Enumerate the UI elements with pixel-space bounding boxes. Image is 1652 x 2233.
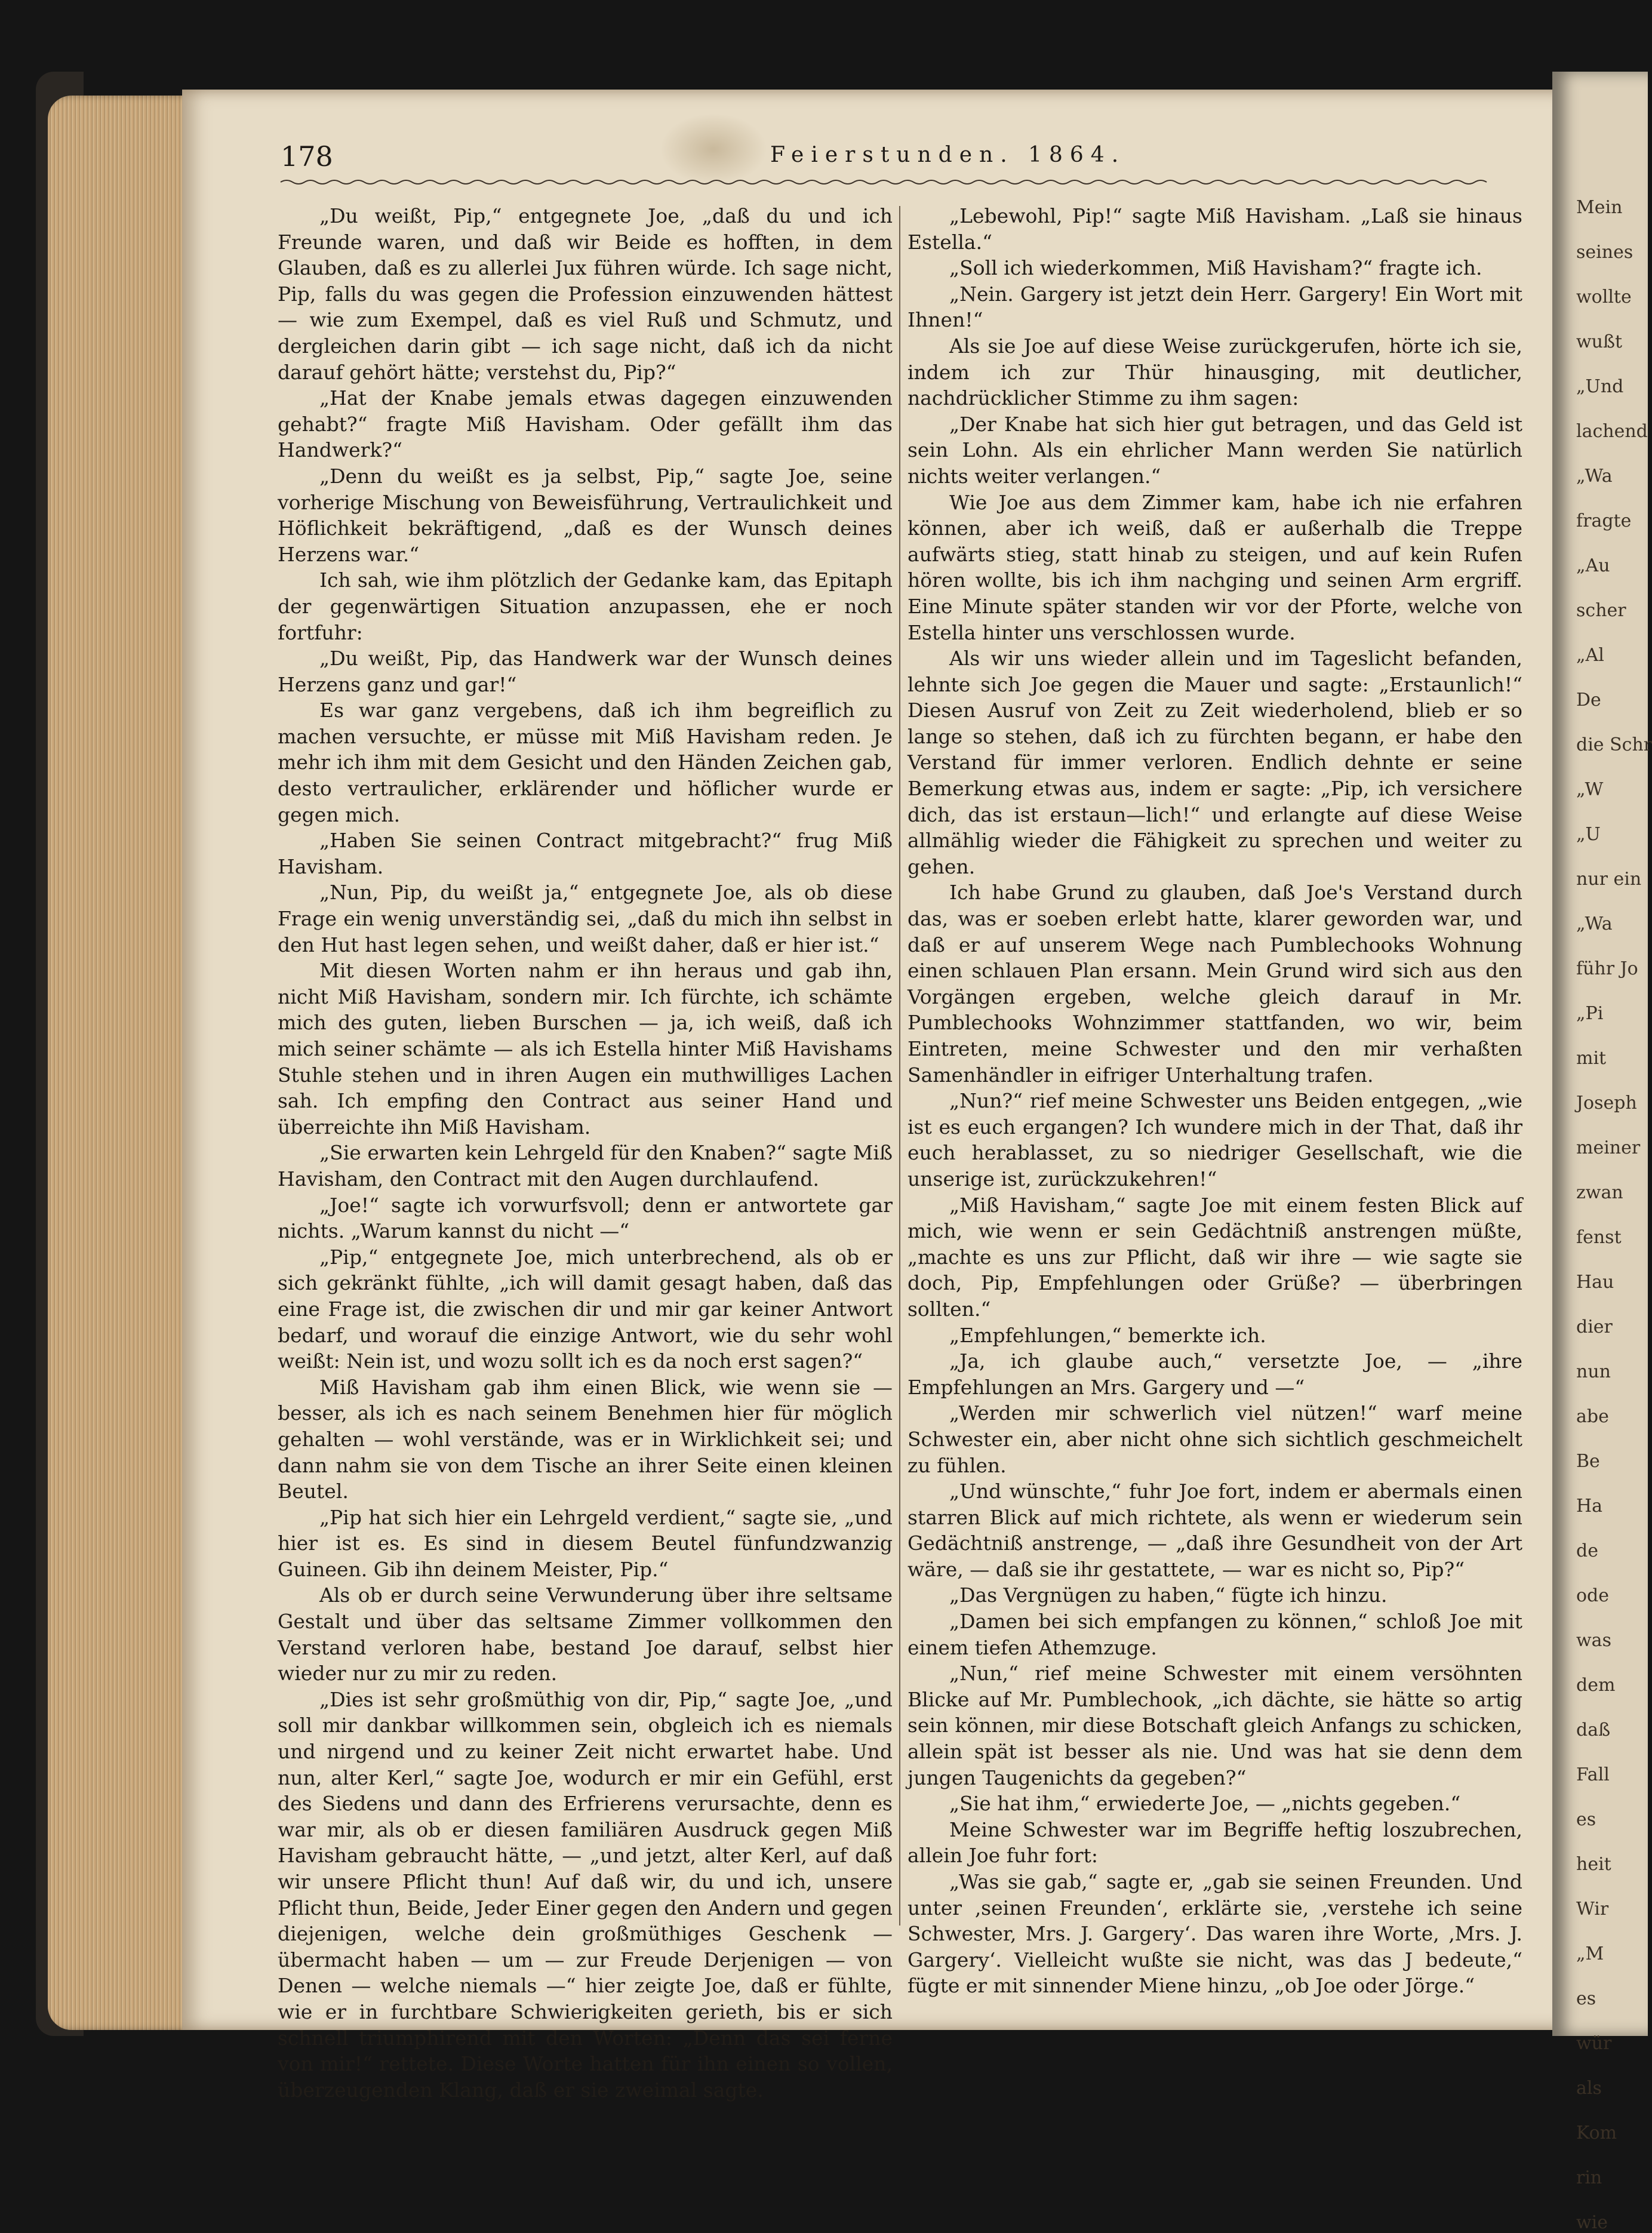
next-page-fragment: führ Jo <box>1576 958 1638 979</box>
paragraph: Ich sah, wie ihm plötzlich der Gedanke kam, das Epitaph der gegenwärtigen Situation anzupassen, ehe er noch fortfuhr: <box>278 568 893 644</box>
next-page-fragment: De <box>1576 690 1601 710</box>
paragraph: „Und wünschte,“ fuhr Joe fort, indem er abermals einen starren Blick auf mich richtete, als wenn er wiederum sein Gedächtniß anstrenge, — „daß ihre Gesundheit von der Art wäre, — daß sie ihr gestattete, — war es nicht so, Pip?“ <box>907 1480 1522 1581</box>
paragraph: Als ob er durch seine Verwunderung über ihre seltsame Gestalt und über das seltsame Zimmer vollkommen den Verstand verloren habe, bestand Joe darauf, selbst hier wieder nur zu mir zu reden. <box>278 1583 893 1685</box>
next-page-fragment: Fall <box>1576 1764 1610 1785</box>
next-page-fragment: Be <box>1576 1451 1600 1472</box>
next-page-fragment: heit <box>1576 1854 1611 1875</box>
paragraph: „Werden mir schwerlich viel nützen!“ warf meine Schwester ein, aber nicht ohne sich sichtlich geschmeichelt zu fühlen. <box>907 1401 1522 1477</box>
next-page-fragment: „Au <box>1576 555 1610 576</box>
next-page-fragment: lachend <box>1576 421 1648 442</box>
paragraph: „Haben Sie seinen Contract mitgebracht?“ frug Miß Havisham. <box>278 829 893 878</box>
next-page-fragment: fragte <box>1576 510 1632 531</box>
paragraph: „Nein. Gargery ist jetzt dein Herr. Gargery! Ein Wort mit Ihnen!“ <box>907 282 1522 332</box>
paragraph: „Dies ist sehr großmüthig von dir, Pip,“ sagte Joe, „und soll mir dankbar willkommen sein, obgleich ich es niemals und nirgend und zu keiner Zeit nicht erwartet habe. Und nun, alter Kerl,“ sagte Joe, wodurch er mir ein Gefühl, erst des Siedens und dann des Erfrierens verursachte, denn es war mir, als ob er diesen familiären Ausdruck gegen Miß Havisham gebraucht hätte, — „und jetzt, alter Kerl, auf daß wir unsere Pflicht thun! Auf daß wir, du und ich, unsere Pflicht thun, Beide, Jeder Einer gegen den Andern und gegen diejenigen, welche dein großmüthiges Geschenk — übermacht haben — um — zur Freude Derjenigen — von Denen — welche niemals —“ hier zeigte Joe, daß er fühlte, wie er in furchtbare Schwierigkeiten gerieth, bis er sich schnell triumphirend mit den Worten: „Denn das sei ferne von mir!“ rettete. Diese Worte hatten für ihn einen so vollen, überzeugenden Klang, daß er sie zweimal sagte. <box>278 1687 893 2102</box>
next-page-fragment: meiner <box>1576 1137 1641 1158</box>
paragraph: „Empfehlungen,“ bemerkte ich. <box>949 1323 1266 1347</box>
paragraph: „Miß Havisham,“ sagte Joe mit einem festen Blick auf mich, wie wenn er sein Gedächtniß anstrengen müßte, „machte es uns zur Pflicht, daß wir ihre — wie sagte sie doch, Pip, Empfehlungen oder Grüße? — überbringen sollten.“ <box>907 1193 1522 1321</box>
next-page-fragment: wollte <box>1576 287 1632 307</box>
next-page-fragment: es <box>1576 1988 1596 2009</box>
paragraph: „Hat der Knabe jemals etwas dagegen einzuwenden gehabt?“ fragte Miß Havisham. Oder gefällt ihm das Handwerk?“ <box>278 386 893 462</box>
next-page-fragment: „W <box>1576 779 1604 800</box>
paragraph: Als wir uns wieder allein und im Tageslicht befanden, lehnte sich Joe gegen die Mauer und sagte: „Erstaunlich!“ Diesen Ausruf von Zeit zu Zeit wiederholend, blieb er so lange so stehen, daß ich zu fürchten begann, er habe den Verstand für immer verloren. Endlich dehnte er seine Bemerkung etwas aus, indem er sagte: „Pip, ich versichere dich, das ist erstaun—lich!“ und erlangte auf diese Weise allmählig wieder die Fähigkeit zu sprechen und weiter zu gehen. <box>907 647 1522 878</box>
right-column <box>907 203 1522 1999</box>
next-page-fragment: mit <box>1576 1048 1607 1069</box>
next-page-fragment: fenst <box>1576 1227 1622 1248</box>
next-page-fragment: Joseph <box>1576 1093 1637 1114</box>
paragraph: Meine Schwester war im Begriffe heftig loszubrechen, allein Joe fuhr fort: <box>907 1817 1522 1868</box>
next-page-fragment: „Wa <box>1576 466 1613 487</box>
next-page-fragment: dem <box>1576 1675 1616 1696</box>
paragraph: „Soll ich wiederkommen, Miß Havisham?“ fragte ich. <box>949 256 1482 280</box>
next-page-fragment: dier <box>1576 1317 1613 1337</box>
next-page-fragment: Ha <box>1576 1496 1603 1517</box>
next-page-fragment: es <box>1576 1809 1596 1830</box>
header-rule <box>281 178 1493 186</box>
paragraph: „Das Vergnügen zu haben,“ fügte ich hinzu. <box>949 1583 1388 1607</box>
paragraph: Ich habe Grund zu glauben, daß Joe's Verstand durch das, was er soeben erlebt hatte, klarer geworden war, und daß er auf unserem Wege nach Pumblechooks Wohnung einen schlauen Plan ersann. Mein Grund wird sich aus den Vorgängen ergeben, welche gleich darauf in Mr. Pumblechooks Wohnzimmer stattfanden, wo wir, beim Eintreten, meine Schwester und den mir verhaßten Samenhändler in eifriger Unterhaltung trafen. <box>907 881 1522 1087</box>
paragraph: „Was sie gab,“ sagte er, „gab sie seinen Freunden. Und unter ‚seinen Freunden‘, erklärte sie, ‚verstehe ich seine Schwester, Mrs. J. Gargery‘. Das waren ihre Worte, ‚Mrs. J. Gargery‘. Vielleicht wußte sie nicht, was das J bedeute,“ fügte er mit sinnender Miene hinzu, „ob Joe oder Jörge.“ <box>907 1870 1522 1998</box>
next-page-fragment: daß <box>1576 1720 1611 1740</box>
paragraph: „Du weißt, Pip, das Handwerk war der Wunsch deines Herzens ganz und gar!“ <box>278 647 893 696</box>
paragraph: „Nun,“ rief meine Schwester mit einem versöhnten Blicke auf Mr. Pumblechook, „ich dächte, sie hätte so artig sein können, mir diese Botschaft gleich Anfangs zu schicken, allein spät ist besser als nie. Und was hat sie denn dem jungen Taugenichts da gegeben?“ <box>907 1662 1522 1789</box>
next-page-edge <box>1552 72 1652 2233</box>
next-page-fragment: Mein <box>1576 197 1623 218</box>
paragraph: „Sie erwarten kein Lehrgeld für den Knaben?“ sagte Miß Havisham, den Contract mit den Augen durchlaufend. <box>278 1141 893 1191</box>
next-page-fragment: ode <box>1576 1585 1610 1606</box>
next-page-fragment: scher <box>1576 600 1626 621</box>
next-page-fragment: „M <box>1576 1943 1604 1964</box>
next-page-fragment: rin <box>1576 2167 1602 2188</box>
next-page-fragment: wußt <box>1576 331 1623 352</box>
paragraph: „Nun?“ rief meine Schwester uns Beiden entgegen, „wie ist es euch ergangen? Ich wundere mich in der That, daß ihr euch herablasset, zu so niedriger Gesellschaft, wie die unserige ist, zurückzukehren!“ <box>907 1089 1522 1191</box>
next-page-fragment: „Al <box>1576 645 1604 666</box>
next-page-fragment: nun <box>1576 1361 1611 1382</box>
paragraph: „Sie hat ihm,“ erwiederte Joe, — „nichts gegeben.“ <box>949 1792 1461 1816</box>
next-page-fragment: Kom <box>1576 2123 1617 2143</box>
paragraph: „Nun, Pip, du weißt ja,“ entgegnete Joe, als ob diese Frage ein wenig unverständig sei, „daß du mich ihn selbst in den Hut hast legen sehen, und weißt daher, daß er hier ist.“ <box>278 881 893 956</box>
paragraph: „Lebewohl, Pip!“ sagte Miß Havisham. „Laß sie hinaus Estella.“ <box>907 204 1522 254</box>
next-page-fragment: zwan <box>1576 1182 1623 1203</box>
column-divider <box>899 206 900 1926</box>
paragraph: „Pip,“ entgegnete Joe, mich unterbrechend, als ob er sich gekränkt fühlte, „ich will damit gesagt haben, daß das eine Frage ist, die zwischen dir und mir gar keiner Antwort bedarf, und worauf die einzige Antwort, wie du sehr wohl weißt: Nein ist, und wozu sollt ich es da noch erst sagen?“ <box>278 1245 893 1373</box>
page-number: 178 <box>281 140 333 173</box>
paragraph: Wie Joe aus dem Zimmer kam, habe ich nie erfahren können, aber ich weiß, daß er außerhalb die Treppe aufwärts stieg, statt hinab zu steigen, und auf kein Rufen hören wollte, bis ich ihm nachging und seinen Arm ergriff. Eine Minute später standen wir vor der Pforte, welche von Estella hinter uns verschlossen wurde. <box>907 490 1522 644</box>
next-page-fragment: seines <box>1576 242 1633 263</box>
paragraph: „Denn du weißt es ja selbst, Pip,“ sagte Joe, seine vorherige Mischung von Beweisführung, Vertraulichkeit und Höflichkeit bekräftigend, „daß es der Wunsch deines Herzens war.“ <box>278 464 893 566</box>
next-page-fragment: „Wa <box>1576 914 1613 934</box>
next-page-fragment: wür <box>1576 2033 1612 2054</box>
paragraph: „Du weißt, Pip,“ entgegnete Joe, „daß du und ich Freunde waren, und daß wir Beide es hofften, in dem Glauben, daß es zu allerlei Jux führen würde. Ich sage nicht, Pip, falls du was gegen die Profession einzuwenden hättest — wie zum Exempel, daß es viel Ruß und Schmutz, und dergleichen darin gibt — ich sage nicht, daß ich da nicht darauf gehört hätte; verstehst du, Pip?“ <box>278 204 893 384</box>
next-page-fragment: „U <box>1576 824 1601 845</box>
paragraph: Mit diesen Worten nahm er ihn heraus und gab ihn, nicht Miß Havisham, sondern mir. Ich fürchte, ich schämte mich des guten, lieben Burschen — ja, ich weiß, daß ich mich seiner schämte — als ich Estella hinter Miß Havishams Stuhle stehen und in ihren Augen ein muthwilliges Lachen sah. Ich empfing den Contract aus seiner Hand und überreichte ihn Miß Havisham. <box>278 959 893 1139</box>
next-page-fragment: was <box>1576 1630 1611 1651</box>
page-header <box>281 140 1493 176</box>
next-page-fragment: nur ein <box>1576 869 1642 890</box>
next-page-fragment: „Pi <box>1576 1003 1604 1024</box>
next-page-fragment: de <box>1576 1540 1598 1561</box>
paragraph: Miß Havisham gab ihm einen Blick, wie wenn sie — besser, als ich es nach seinem Benehmen hier für möglich gehalten — wohl verstände, was er in Wirklichkeit sei; und dann nahm sie von dem Tische an ihrer Seite einen kleinen Beutel. <box>278 1375 893 1503</box>
paragraph: „Der Knabe hat sich hier gut betragen, und das Geld ist sein Lohn. Als ein ehrlicher Mann werden Sie natürlich nichts weiter verlangen.“ <box>907 412 1522 488</box>
next-page-fragment: wie <box>1576 2212 1608 2233</box>
next-page-fragment: die Schr <box>1576 734 1652 755</box>
paragraph: Als sie Joe auf diese Weise zurückgerufen, hörte ich sie, indem ich zur Thür hinausging, mit deutlicher, nachdrücklicher Stimme zu ihm sagen: <box>907 334 1522 410</box>
next-page-fragment: „Und <box>1576 376 1624 397</box>
paragraph: „Pip hat sich hier ein Lehrgeld verdient,“ sagte sie, „und hier ist es. Es sind in diesem Beutel fünfundzwanzig Guineen. Gib ihn deinem Meister, Pip.“ <box>278 1505 893 1581</box>
paragraph: Es war ganz vergebens, daß ich ihm begreiflich zu machen versuchte, er müsse mit Miß Havisham reden. Je mehr ich ihm mit dem Gesicht und den Händen Zeichen gab, desto vertraulicher, erklärender und höflicher wurde er gegen mich. <box>278 699 893 826</box>
next-page-fragment: Wir <box>1576 1899 1609 1920</box>
running-title: Feierstunden. 1864. <box>770 143 1126 167</box>
paragraph: „Joe!“ sagte ich vorwurfsvoll; denn er antwortete gar nichts. „Warum kannst du nicht —“ <box>278 1193 893 1243</box>
next-page-fragment: abe <box>1576 1406 1609 1427</box>
paragraph: „Ja, ich glaube auch,“ versetzte Joe, — „ihre Empfehlungen an Mrs. Gargery und —“ <box>907 1349 1522 1399</box>
paragraph: „Damen bei sich empfangen zu können,“ schloß Joe mit einem tiefen Athemzuge. <box>907 1610 1522 1659</box>
next-page-fragment: als <box>1576 2078 1602 2099</box>
next-page-fragment: Hau <box>1576 1272 1614 1293</box>
left-column <box>278 203 893 2103</box>
